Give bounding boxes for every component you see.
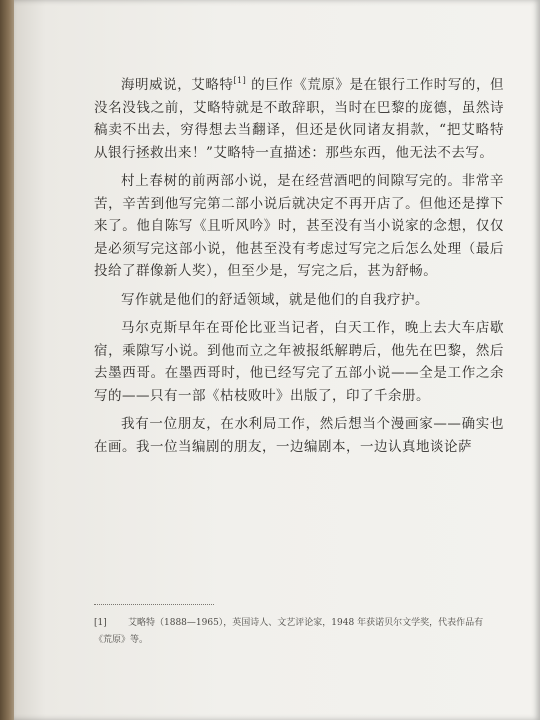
footnote-text: 艾略特（1888—1965），英国诗人、文艺评论家，1948 年获诺贝尔文学奖，代表作品有《荒原》等。 — [94, 618, 484, 645]
book-page — [14, 0, 540, 720]
paragraph-1-before: 海明威说，艾略特 — [121, 77, 234, 93]
footnote-divider — [94, 604, 214, 605]
footnote-mark: [1] — [94, 618, 107, 628]
paragraph-5: 我有一位朋友，在水利局工作，然后想当个漫画家——确实也在画。我一位当编剧的朋友，一边编剧本，一边认真地谈论萨 — [94, 416, 504, 455]
footnote-reference: [1] — [233, 76, 247, 85]
paragraph-1-after: 的巨作《荒原》是在银行工作时写的，但没名没钱之前，艾略特就是不敢辞职，当时在巴黎的庞德，虽然诗稿卖不出去，穷得想去当翻译，但还是伙同诸友捐款，“把艾略特从银行拯救出来！”艾略特一直描述：那些东西，他无法不去写。 — [94, 77, 504, 161]
paragraph-3: 写作就是他们的舒适领域，就是他们的自我疗护。 — [121, 291, 429, 308]
paragraph-2: 村上春树的前两部小说，是在经营酒吧的间隙写完的。非常辛苦，辛苦到他写完第二部小说后就决定不再开店了。但他还是撑下来了。他自陈写《且听风吟》时，甚至没有当小说家的念想，仅仅是必须写完这部小说，他甚至没有考虑过写完之后怎么处理（最后投给了群像新人奖），但至少是，写完之后，甚为舒畅。 — [94, 173, 504, 279]
paragraph-4: 马尔克斯早年在哥伦比亚当记者，白天工作，晚上去大车店歇宿，乘隙写小说。到他而立之年被报纸解聘后，他先在巴黎，然后去墨西哥。在墨西哥时，他已经写完了五部小说——全是工作之余写的——只有一部《枯枝败叶》出版了，印了千余册。 — [94, 320, 504, 404]
body-text — [94, 74, 504, 464]
footnote — [94, 615, 490, 649]
paragraph-1 — [94, 74, 504, 164]
